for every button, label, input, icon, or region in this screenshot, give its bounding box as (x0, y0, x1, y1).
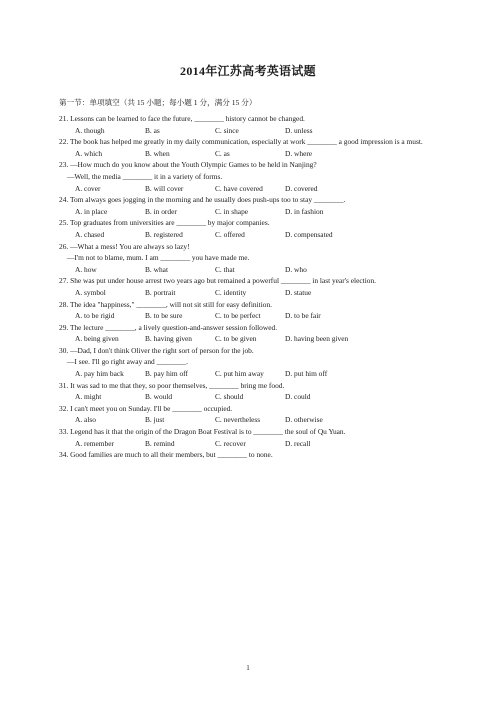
answer-option: B. remind (145, 438, 175, 448)
options-row (75, 125, 459, 137)
question-text: 26. —What a mess! You are always so lazy! (59, 241, 190, 251)
answer-option: B. what (145, 264, 168, 274)
answer-option: A. to be rigid (75, 311, 115, 321)
answer-option: A. also (75, 415, 96, 425)
answer-option: D. in fashion (285, 206, 324, 216)
answer-option: B. pay him off (145, 369, 188, 379)
options-row (75, 148, 459, 160)
question-text: 28. The idea "happiness," ________, will not sit still for easy definition. (59, 299, 273, 309)
answer-option: D. unless (285, 125, 313, 135)
answer-option: B. in order (145, 206, 177, 216)
options-row (75, 229, 459, 241)
answer-option: D. where (285, 148, 313, 158)
answer-option: A. which (75, 148, 103, 158)
answer-option: C. to be perfect (215, 311, 261, 321)
answer-option: D. put him off (285, 369, 328, 379)
question-reply: —I see. I'll go right away and ________. (67, 357, 188, 367)
answer-option: C. put him away (215, 369, 264, 379)
answer-option: C. since (215, 125, 239, 135)
options-row (75, 414, 459, 426)
options-row (75, 391, 459, 403)
answer-option: B. registered (145, 229, 183, 239)
answer-option: C. have covered (215, 183, 263, 193)
question-reply: —I'm not to blame, mum. I am ________ you have made me. (67, 253, 250, 263)
answer-option: D. recall (285, 438, 311, 448)
answer-option: C. to be given (215, 334, 257, 344)
question-text: 24. Tom always goes jogging in the morning and he usually does push-ups too to stay ________. (59, 195, 346, 205)
answer-option: A. in place (75, 206, 108, 216)
options-row (75, 310, 459, 322)
answer-option: A. remember (75, 438, 114, 448)
answer-option: C. identity (215, 287, 247, 297)
answer-option: A. symbol (75, 287, 106, 297)
answer-option: A. might (75, 392, 102, 402)
answer-option: B. when (145, 148, 170, 158)
page-title: 2014年江苏高考英语试题 (180, 64, 316, 78)
answer-option: C. as (215, 148, 230, 158)
answer-option: D. otherwise (285, 415, 323, 425)
options-row (75, 206, 459, 218)
answer-option: C. should (215, 392, 244, 402)
question-list (59, 113, 459, 461)
question-text: 27. She was put under house arrest two years ago but remained a powerful ________ in last year's election. (59, 276, 376, 286)
answer-option: C. nevertheless (215, 415, 261, 425)
answer-option: D. to be fair (285, 311, 321, 321)
answer-option: C. recover (215, 438, 246, 448)
answer-option: D. who (285, 264, 307, 274)
options-row (75, 287, 459, 299)
answer-option: A. cover (75, 183, 101, 193)
answer-option: A. how (75, 264, 97, 274)
question-text: 29. The lecture ________, a lively question-and-answer session followed. (59, 322, 278, 332)
answer-option: C. in shape (215, 206, 249, 216)
answer-option: B. having given (145, 334, 193, 344)
options-row (75, 183, 459, 195)
question-text: 34. Good families are much to all their members, but ________ to none. (59, 450, 273, 460)
answer-option: A. chased (75, 229, 105, 239)
answer-option: B. to be sure (145, 311, 183, 321)
answer-option: D. could (285, 392, 311, 402)
question-reply: —Well, the media ________ it in a variety of forms. (67, 171, 223, 181)
options-row (75, 264, 459, 276)
answer-option: D. compensated (285, 229, 333, 239)
options-row (75, 438, 459, 450)
answer-option: D. statue (285, 287, 312, 297)
answer-option: C. that (215, 264, 235, 274)
answer-option: B. portrait (145, 287, 176, 297)
question-text: 32. I can't meet you on Sunday. I'll be ________ occupied. (59, 403, 233, 413)
answer-option: D. covered (285, 183, 318, 193)
question-text: 33. Legend has it that the origin of the Dragon Boat Festival is to ________ the soul of Qu Yuan. (59, 427, 346, 437)
options-row (75, 333, 459, 345)
question-text: 21. Lessons can be learned to face the future, ________ history cannot be changed. (59, 114, 305, 123)
question-text: 25. Top graduates from universities are ________ by major companies. (59, 218, 270, 228)
options-row (75, 368, 459, 380)
answer-option: C. offered (215, 229, 245, 239)
page-number: 1 (246, 664, 250, 672)
question-text: 31. It was sad to me that they, so poor themselves, ________ bring me food. (59, 380, 285, 390)
question-text: 30. —Dad, I don't think Oliver the right sort of person for the job. (59, 345, 254, 355)
answer-option: B. will cover (145, 183, 184, 193)
answer-option: B. would (145, 392, 173, 402)
answer-option: B. as (145, 125, 160, 135)
question-text: 22. The book has helped me greatly in my daily communication, especially at work ________ a good impression is a must. (59, 137, 423, 147)
answer-option: A. pay him back (75, 369, 124, 379)
question-text: 23. —How much do you know about the Youth Olympic Games to be held in Nanjing? (59, 160, 317, 170)
answer-option: D. having been given (285, 334, 349, 344)
answer-option: B. just (145, 415, 165, 425)
section-header: 第一节：单项填空（共 15 小题；每小题 1 分，满分 15 分） (59, 98, 257, 107)
answer-option: A. being given (75, 334, 119, 344)
answer-option: A. though (75, 125, 105, 135)
